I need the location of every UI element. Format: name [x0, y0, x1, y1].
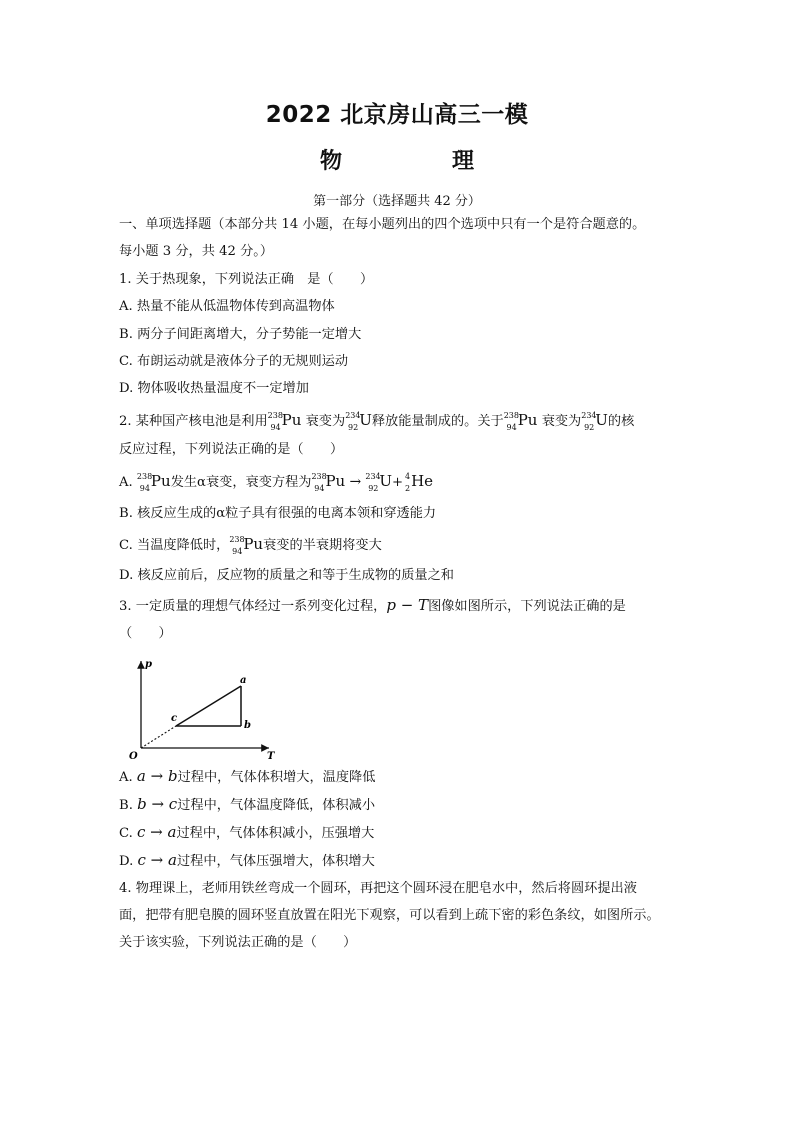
q2-option-d: D. 核反应前后，反应物的质量之和等于生成物的质量之和: [119, 568, 454, 583]
nuclide-u: 234 92 U: [345, 411, 372, 432]
q4-line1: 4. 物理课上，老师用铁丝弯成一个圆环，再把这个圆环浸在肥皂水中，然后将圆环提出液: [119, 881, 637, 896]
q3-option-a: A. a → b过程中，气体体积增大，温度降低: [119, 767, 376, 785]
q1-stem: 1. 关于热现象，下列说法正确 是（ ）: [119, 272, 374, 287]
q2-stem-text: 释放能量制成的。关于: [371, 414, 504, 429]
q4-line3: 关于该实验，下列说法正确的是（ ）: [119, 935, 357, 950]
line-ca: [176, 686, 241, 726]
q3-option-d: D. c → a过程中，气体压强增大，体积增大: [119, 851, 375, 869]
q2-option-c: C. 当温度降低时， 238 94 Pu衰变的半衰期将变大: [119, 535, 382, 556]
q1-option-c: C. 布朗运动就是液体分子的无规则运动: [119, 354, 349, 369]
q2-option-b: B. 核反应生成的α粒子具有很强的电离本领和穿透能力: [119, 506, 437, 521]
q2-stem-text: 衰变为: [305, 414, 346, 429]
part-heading: 第一部分（选择题共 42 分）: [313, 194, 481, 209]
pt-label: p − T: [386, 596, 429, 614]
arrow-symbol: →: [349, 474, 362, 490]
q2-stem-text: 2. 某种国产核电池是利用: [119, 414, 268, 429]
nuclide-pu: 238 94 Pu: [136, 472, 171, 493]
q4-line2: 面，把带有肥皂膜的圆环竖直放置在阳光下观察，可以看到上疏下密的彩色条纹，如图所示。: [119, 908, 660, 923]
q2-stem-text: 衰变为: [541, 414, 582, 429]
label-a: a: [240, 675, 247, 686]
q1-option-b: B. 两分子间距离增大，分子势能一定增大: [119, 327, 362, 342]
q2-stem-line1: [119, 411, 634, 431]
pt-graph: [119, 653, 289, 763]
subject-title: 物 理: [319, 149, 518, 174]
label-p: p: [145, 659, 152, 670]
q2-option-a: A. 238 94 Pu发生α衰变，衰变方程为 238 94 Pu → 234 92 U+ 4 2 He: [119, 472, 434, 493]
nuclide-u: 234 92 U: [365, 472, 393, 493]
label-t: T: [267, 751, 275, 762]
q2-stem-line2: 反应过程，下列说法正确的是（ ）: [119, 442, 344, 457]
label-c: c: [171, 713, 178, 724]
section-heading-line1: 一、单项选择题（本部分共 14 小题，在每小题列出的四个选项中只有一个是符合题意的。: [119, 217, 646, 232]
q3-option-c: C. c → a过程中，气体体积减小，压强增大: [119, 823, 375, 841]
dashed-extension: [141, 726, 176, 748]
q2-stem-text: 的核: [607, 414, 635, 429]
nuclide-pu: 238 94 Pu: [311, 472, 346, 493]
q3-stem: 3. 一定质量的理想气体经过一系列变化过程，p − T图像如图所示，下列说法正确的是: [119, 596, 626, 614]
q1-option-d: D. 物体吸收热量温度不一定增加: [119, 381, 309, 396]
nuclide-pu: 238 94 Pu: [229, 535, 264, 556]
section-heading-line2: 每小题 3 分，共 42 分。）: [119, 244, 274, 259]
nuclide-pu: 238 94 Pu: [503, 411, 538, 432]
nuclide-u: 234 92 U: [581, 411, 608, 432]
exam-title: 2022 北京房山高三一模: [265, 102, 529, 128]
nuclide-he: 4 2 He: [405, 472, 434, 493]
q3-option-b: B. b → c过程中，气体温度降低，体积减小: [119, 795, 376, 813]
q3-paren: （ ）: [119, 626, 172, 641]
q1-option-a: A. 热量不能从低温物体传到高温物体: [119, 299, 335, 314]
label-b: b: [244, 720, 251, 731]
nuclide-pu: 238 94 Pu: [267, 411, 302, 432]
label-origin: O: [129, 751, 138, 762]
